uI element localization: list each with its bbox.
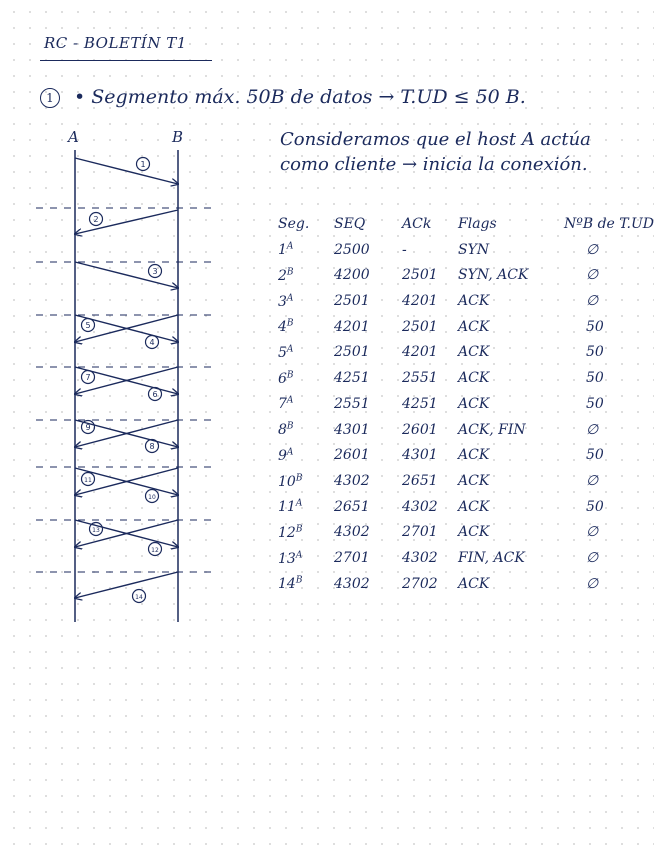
cell-seg: $7^A$ bbox=[278, 395, 294, 413]
cell-seq: 4302 bbox=[334, 575, 370, 592]
cell-nb: 50 bbox=[586, 447, 604, 464]
segment-number-label bbox=[137, 158, 150, 171]
cell-seq: 2601 bbox=[334, 447, 370, 464]
cell-nb: 50 bbox=[586, 344, 604, 361]
table-row bbox=[270, 344, 640, 370]
host-superscript: A bbox=[295, 549, 303, 560]
cell-seg: $4^B$ bbox=[278, 318, 294, 336]
cell-ack: - bbox=[402, 241, 407, 258]
cell-flags: ACK bbox=[458, 395, 490, 412]
header-flags: Flags bbox=[458, 216, 497, 232]
segment-number-label bbox=[82, 473, 95, 486]
header-seg: Seg. bbox=[278, 216, 310, 232]
cell-ack: 2501 bbox=[402, 267, 438, 284]
cell-seg: $2^B$ bbox=[278, 267, 294, 285]
problem-statement bbox=[40, 86, 526, 108]
cell-seq: 4302 bbox=[334, 524, 370, 541]
table-row bbox=[270, 242, 640, 268]
segment-labels bbox=[82, 158, 162, 603]
cell-flags: SYN bbox=[458, 241, 490, 258]
cell-ack: 2701 bbox=[402, 524, 438, 541]
table-header bbox=[270, 216, 654, 242]
cell-flags: ACK bbox=[458, 447, 490, 464]
segment-number-label bbox=[146, 336, 159, 349]
cell-seg: $5^A$ bbox=[278, 344, 294, 362]
cell-nb: ∅ bbox=[586, 549, 599, 566]
header-ack: ACk bbox=[402, 216, 432, 232]
cell-ack: 2601 bbox=[402, 421, 438, 438]
segment-number-label bbox=[146, 490, 159, 503]
cell-ack: 4201 bbox=[402, 344, 438, 361]
table-row bbox=[270, 396, 640, 422]
cell-nb: ∅ bbox=[586, 524, 599, 541]
cell-nb: ∅ bbox=[586, 421, 599, 438]
cell-seg: $3^A$ bbox=[278, 293, 294, 310]
cell-flags: ACK bbox=[458, 370, 490, 387]
cell-ack: 4302 bbox=[402, 549, 438, 566]
cell-flags: SYN, ACK bbox=[458, 267, 529, 284]
problem-number: 1 bbox=[40, 88, 60, 108]
table-row bbox=[270, 576, 640, 602]
cell-seg: $6^B$ bbox=[278, 370, 294, 387]
host-superscript: B bbox=[286, 421, 294, 432]
cell-seg: $11^A$ bbox=[278, 498, 303, 516]
label-number: 5 bbox=[85, 321, 91, 330]
cell-nb: 50 bbox=[586, 370, 604, 387]
host-superscript: B bbox=[295, 575, 303, 586]
cell-seg: $1^A$ bbox=[278, 241, 294, 259]
cell-flags: ACK bbox=[458, 344, 490, 361]
cell-flags: ACK bbox=[458, 472, 490, 489]
segment-number-label bbox=[133, 590, 146, 603]
host-b-label: B bbox=[172, 128, 184, 146]
cell-seg: $10^B$ bbox=[278, 472, 303, 490]
table-row bbox=[270, 422, 640, 448]
cell-seg: $8^B$ bbox=[278, 421, 294, 439]
cell-seq: 4200 bbox=[334, 267, 370, 284]
table-row bbox=[270, 447, 640, 473]
segment-number-label bbox=[90, 523, 103, 536]
cell-seg: $9^A$ bbox=[278, 447, 294, 464]
label-number: 8 bbox=[149, 442, 155, 451]
table-row bbox=[270, 524, 640, 550]
segment-arrow bbox=[75, 572, 178, 598]
table-row bbox=[270, 473, 640, 499]
host-superscript: A bbox=[295, 498, 303, 509]
problem-text: • Segmento máx. 50B de datos → T.UD ≤ 50 B. bbox=[74, 86, 526, 108]
cell-seq: 4302 bbox=[334, 472, 370, 489]
cell-seg: $13^A$ bbox=[278, 549, 303, 567]
host-superscript: A bbox=[286, 293, 294, 304]
segment-number-label bbox=[82, 421, 95, 434]
cell-nb: ∅ bbox=[586, 293, 599, 310]
segment-number-label bbox=[149, 265, 162, 278]
cell-seq: 2651 bbox=[334, 498, 370, 515]
dashed-separators bbox=[36, 208, 212, 572]
table-row bbox=[270, 267, 640, 293]
cell-flags: ACK bbox=[458, 293, 490, 310]
cell-nb: 50 bbox=[586, 395, 604, 412]
cell-flags: ACK bbox=[458, 318, 490, 335]
host-superscript: B bbox=[295, 524, 303, 535]
label-number: 11 bbox=[84, 477, 92, 484]
cell-seg: $14^B$ bbox=[278, 575, 303, 593]
table-row bbox=[270, 293, 640, 319]
cell-flags: ACK, FIN bbox=[458, 421, 526, 438]
sequence-diagram bbox=[0, 120, 260, 630]
label-number: 3 bbox=[152, 267, 158, 276]
cell-flags: ACK bbox=[458, 498, 490, 515]
cell-seq: 2501 bbox=[334, 293, 370, 310]
host-a-label: A bbox=[68, 128, 79, 146]
cell-nb: ∅ bbox=[586, 241, 599, 258]
cell-seq: 2501 bbox=[334, 344, 370, 361]
cell-ack: 4251 bbox=[402, 395, 438, 412]
cell-ack: 2651 bbox=[402, 472, 438, 489]
cell-seg: $12^B$ bbox=[278, 524, 303, 541]
label-number: 2 bbox=[93, 215, 99, 224]
cell-seq: 2500 bbox=[334, 241, 370, 258]
cell-ack: 4201 bbox=[402, 293, 438, 310]
host-superscript: A bbox=[286, 447, 294, 458]
label-number: 14 bbox=[135, 594, 143, 601]
cell-nb: ∅ bbox=[586, 575, 599, 592]
label-number: 12 bbox=[151, 547, 159, 554]
segment-number-label bbox=[82, 319, 95, 332]
cell-seq: 2701 bbox=[334, 549, 370, 566]
cell-ack: 4301 bbox=[402, 447, 438, 464]
label-number: 9 bbox=[85, 423, 91, 432]
segment-number-label bbox=[146, 440, 159, 453]
cell-nb: ∅ bbox=[586, 267, 599, 284]
cell-ack: 4302 bbox=[402, 498, 438, 515]
label-number: 1 bbox=[140, 160, 146, 169]
host-superscript: A bbox=[286, 344, 294, 355]
cell-nb: 50 bbox=[586, 498, 604, 515]
segment-number-label bbox=[90, 213, 103, 226]
table-body bbox=[270, 242, 640, 602]
host-superscript: B bbox=[286, 318, 294, 329]
cell-seq: 4301 bbox=[334, 421, 370, 438]
cell-flags: ACK bbox=[458, 524, 490, 541]
cell-ack: 2702 bbox=[402, 575, 438, 592]
table-row bbox=[270, 370, 640, 396]
cell-seq: 2551 bbox=[334, 395, 370, 412]
host-superscript: B bbox=[286, 370, 294, 381]
segment-number-label bbox=[149, 388, 162, 401]
label-number: 7 bbox=[85, 373, 91, 382]
host-superscript: B bbox=[295, 472, 303, 483]
table-row bbox=[270, 499, 640, 525]
label-number: 6 bbox=[152, 390, 158, 399]
segment-number-label bbox=[149, 543, 162, 556]
header-seq: SEQ bbox=[334, 216, 366, 232]
cell-ack: 2501 bbox=[402, 318, 438, 335]
segment-arrow bbox=[75, 158, 178, 184]
title-underline bbox=[40, 60, 212, 61]
cell-seq: 4251 bbox=[334, 370, 370, 387]
host-superscript: B bbox=[286, 267, 294, 278]
cell-flags: FIN, ACK bbox=[458, 549, 525, 566]
segment-table bbox=[270, 216, 654, 601]
cell-flags: ACK bbox=[458, 575, 490, 592]
label-number: 10 bbox=[148, 494, 156, 501]
segment-arrow bbox=[75, 262, 178, 288]
cell-ack: 2551 bbox=[402, 370, 438, 387]
label-number: 13 bbox=[92, 527, 100, 534]
label-number: 4 bbox=[149, 338, 155, 347]
cell-nb: 50 bbox=[586, 318, 604, 335]
note-text: Consideramos que el host A actúa como cliente → inicia la conexión. bbox=[280, 129, 591, 175]
segment-number-label bbox=[82, 371, 95, 384]
cell-nb: ∅ bbox=[586, 472, 599, 489]
host-superscript: A bbox=[286, 241, 294, 252]
page-title: RC - BOLETÍN T1 bbox=[44, 34, 187, 52]
table-row bbox=[270, 319, 640, 345]
header-nb: NºB de T.UD bbox=[564, 216, 654, 232]
host-superscript: A bbox=[286, 395, 294, 406]
table-row bbox=[270, 550, 640, 576]
cell-seq: 4201 bbox=[334, 318, 370, 335]
